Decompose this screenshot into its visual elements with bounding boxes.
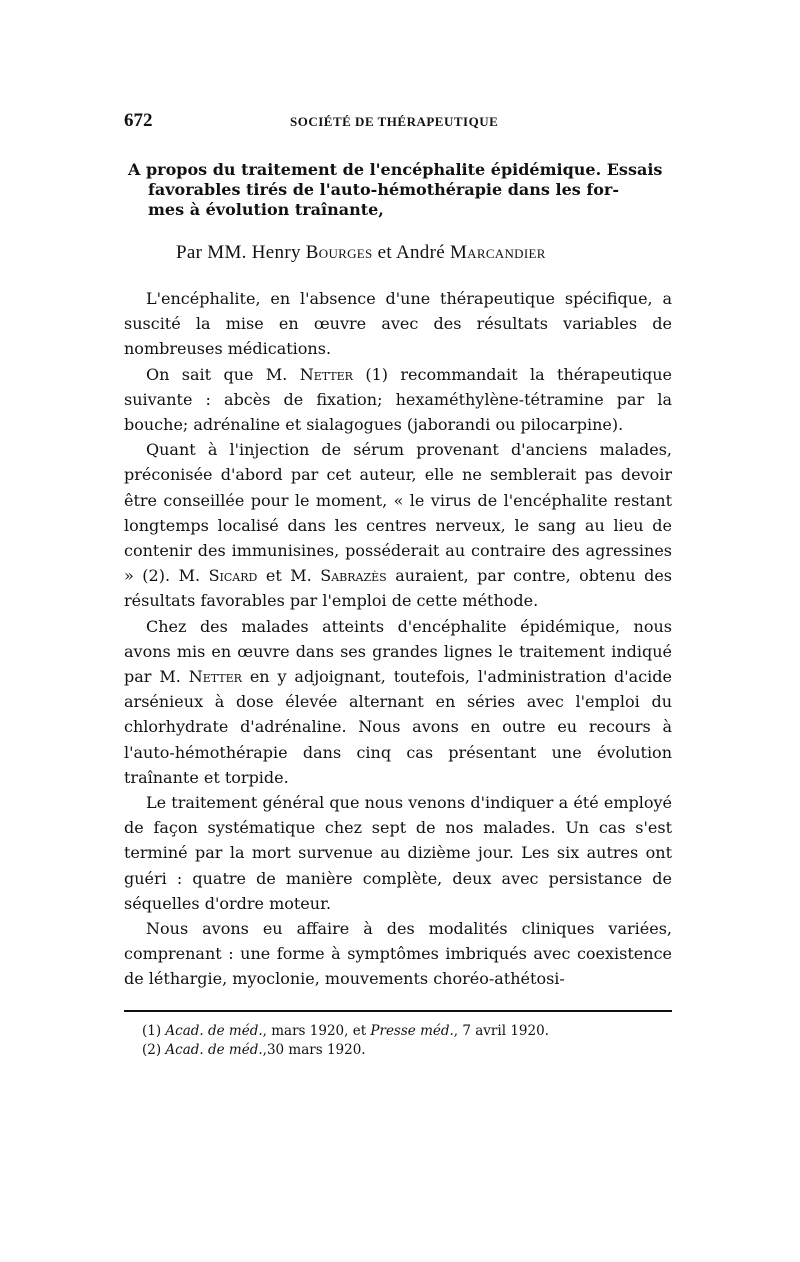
- footnote-2-end: ,30 mars 1920.: [262, 1041, 366, 1058]
- paragraph-4-text-a: Chez des malades atteints d'encéphalite épidémique, nous avons mis en œuvre dans ses grandes lignes le traitement indiqué par M.: [124, 616, 672, 687]
- footnote-1-middle: , mars 1920, et: [262, 1022, 371, 1039]
- paragraph-2: [124, 362, 672, 438]
- name-sabrazes: Sabrazès: [320, 566, 387, 586]
- footnotes: [124, 1022, 672, 1060]
- running-head: [124, 110, 672, 134]
- footnote-1-source-1: Acad. de méd.: [165, 1022, 263, 1039]
- footnote-1: [142, 1022, 672, 1041]
- paragraph-6: Nous avons eu affaire à des modalités cliniques variées, comprenant : une forme à symptômes imbriqués avec coexistence de léthargie, myoclonie, mouvements choréo-athétosi-: [124, 919, 672, 989]
- footnote-rule: [124, 1010, 672, 1012]
- name-netter: Netter: [299, 364, 353, 384]
- byline: [176, 242, 672, 264]
- paragraph-3-text-a: Quant à l'injection de sérum provenant d'anciens malades, préconisée d'abord par cet auteur, elle ne semblerait pas devoir être conseillée pour le moment, « le virus de l'encéphalite restant longtemps localisé dans les centres nerveux, le sang au lieu de contenir des immunisines, posséderait au contraire des agressines » (2). M.: [124, 440, 672, 586]
- paragraph-3-text-b: et M.: [257, 566, 321, 586]
- paragraph-4-text-b: en y adjoignant, toutefois, l'administration d'acide arsénieux à dose élevée alternant en séries avec l'emploi du chlorhydrate d'adrénaline. Nous avons en outre eu recours à l'auto-hémothérapie dans cinq cas présentant une évolution traînante et torpide.: [124, 667, 672, 787]
- paragraph-2-text-a: On sait que M.: [146, 364, 300, 384]
- paragraph-2-text-b: (1) recommandait la thérapeutique suivante : abcès de fixation; hexaméthylène-tétramine par la bouche; adrénaline et sialagogues (jaborandi ou pilocarpine).: [124, 364, 673, 435]
- byline-middle: et André: [372, 242, 450, 263]
- article-title: [128, 160, 672, 220]
- byline-prefix: Par MM. Henry: [176, 242, 306, 263]
- author-2-surname: Marcandier: [449, 242, 546, 263]
- footnote-1-end: , 7 avril 1920.: [453, 1022, 549, 1039]
- paragraph-3-text-c: auraient, par contre, obtenu des résultats favorables par l'emploi de cette méthode.: [124, 566, 672, 611]
- title-line-3: mes à évolution traînante,: [148, 200, 384, 219]
- footnote-2: [142, 1041, 672, 1060]
- name-netter: Netter: [188, 667, 242, 687]
- footnote-1-source-2: Presse méd.: [370, 1022, 454, 1039]
- page-number: 672: [124, 110, 153, 131]
- paragraph-1: L'encéphalite, en l'absence d'une thérapeutique spécifique, a suscité la mise en œuvre avec des résultats variables de nombreuses médications.: [124, 289, 672, 359]
- title-line-2: favorables tirés de l'auto-hémothérapie dans les for-: [148, 180, 619, 199]
- name-sicard: Sicard: [208, 566, 258, 586]
- footnote-2-number: (2): [142, 1041, 166, 1058]
- paragraph-4: [124, 614, 672, 790]
- footnote-2-source: Acad. de méd.: [165, 1041, 263, 1058]
- title-line-1: A propos du traitement de l'encéphalite épidémique. Essais: [128, 160, 663, 179]
- paragraph-3: [124, 437, 672, 613]
- running-title: SOCIÉTÉ DE THÉRAPEUTIQUE: [290, 114, 499, 129]
- author-1-surname: Bourges: [305, 242, 373, 263]
- article-body: [124, 286, 672, 992]
- footnote-1-number: (1): [142, 1022, 166, 1039]
- book-page: [124, 110, 672, 1060]
- paragraph-5: Le traitement général que nous venons d'indiquer a été employé de façon systématique chez sept de nos malades. Un cas s'est terminé par la mort survenue au dizième jour. Les six autres ont guéri : quatre de manière complète, deux avec persistance de séquelles d'ordre moteur.: [124, 793, 672, 913]
